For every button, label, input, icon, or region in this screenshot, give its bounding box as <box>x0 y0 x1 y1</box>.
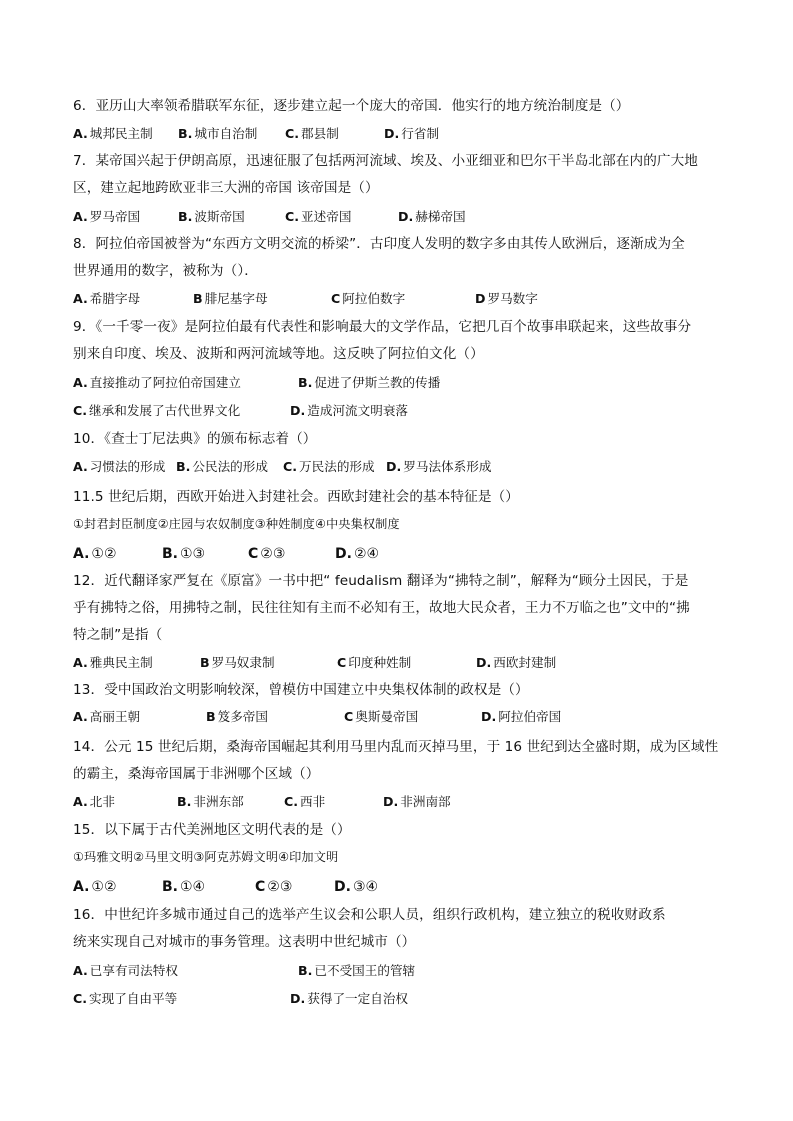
option-text: 万民法的形成 <box>299 459 375 474</box>
option-text: 罗马数字 <box>487 291 538 306</box>
option-text: 西非 <box>300 794 326 809</box>
option-c[interactable] <box>285 209 351 225</box>
question-stem: 的霸主，桑海帝国属于非洲哪个区域（） <box>73 766 320 782</box>
option-c[interactable] <box>73 991 177 1007</box>
option-label: C. <box>73 403 88 418</box>
option-text: 习惯法的形成 <box>89 459 166 474</box>
option-text: 亚述帝国 <box>301 209 352 224</box>
option-label: C <box>248 546 259 562</box>
question-stem: 6．亚历山大率领希腊联军东征，逐步建立起一个庞大的帝国．他实行的地方统治制度是（） <box>73 98 630 114</box>
question-stem: 别来自印度、埃及、波斯和两河流域等地。这反映了阿拉伯文化（） <box>73 346 484 362</box>
option-label: A. <box>73 546 90 562</box>
option-label: A. <box>73 794 88 809</box>
question-stem: 8．阿拉伯帝国被誉为“东西方文明交流的桥梁”．古印度人发明的数字多由其传人欧洲后，逐渐成为全 <box>73 236 685 252</box>
option-text: 郡县制 <box>301 126 339 141</box>
option-d[interactable] <box>481 709 561 725</box>
option-label: D <box>475 291 486 306</box>
option-label: D. <box>335 546 352 562</box>
option-label: D. <box>383 794 399 809</box>
question-stem: 区，建立起地跨欧亚非三大洲的帝国 该帝国是（） <box>73 180 379 196</box>
option-d[interactable] <box>335 546 379 562</box>
option-d[interactable] <box>290 991 408 1007</box>
option-label: C <box>331 291 341 306</box>
option-label: A. <box>73 209 88 224</box>
option-text: 罗马法体系形成 <box>403 459 492 474</box>
option-label: D. <box>290 403 306 418</box>
option-c[interactable] <box>331 291 405 307</box>
option-a[interactable] <box>73 709 140 725</box>
option-d[interactable] <box>398 209 466 225</box>
option-text: ①③ <box>180 546 206 562</box>
option-text: 造成河流文明衰落 <box>307 403 408 418</box>
option-text: 高丽王朝 <box>89 709 141 724</box>
option-text: 实现了自由平等 <box>89 991 178 1006</box>
option-text: 城市自治制 <box>194 126 258 141</box>
option-text: 继承和发展了古代世界文化 <box>89 403 241 418</box>
option-d[interactable] <box>383 794 451 810</box>
option-label: D. <box>386 459 402 474</box>
option-c[interactable] <box>284 794 325 810</box>
option-c[interactable] <box>283 459 375 475</box>
option-text: 笈多帝国 <box>217 709 268 724</box>
option-a[interactable] <box>73 879 117 895</box>
option-a[interactable] <box>73 655 153 671</box>
option-d[interactable] <box>476 655 556 671</box>
option-b[interactable] <box>298 963 415 979</box>
option-b[interactable] <box>178 126 257 142</box>
option-text: ③④ <box>352 879 379 895</box>
option-label: D. <box>476 655 492 670</box>
option-label: D. <box>290 991 306 1006</box>
option-text: ①② <box>91 546 117 562</box>
question-stem: 特之制”是指（ <box>73 627 163 643</box>
option-text: 非洲东部 <box>193 794 244 809</box>
statement-choices: ①封君封臣制度②庄园与农奴制度③种姓制度④中央集权制度 <box>73 517 400 531</box>
option-label: C <box>255 879 266 895</box>
option-label: B. <box>298 963 313 978</box>
option-b[interactable] <box>206 709 268 725</box>
option-label: C. <box>285 209 300 224</box>
option-label: A. <box>73 459 88 474</box>
option-label: D. <box>481 709 497 724</box>
option-label: A. <box>73 879 90 895</box>
option-b[interactable] <box>200 655 275 671</box>
option-text: 非洲南部 <box>400 794 451 809</box>
option-text: 获得了一定自治权 <box>307 991 408 1006</box>
option-label: C. <box>285 126 300 141</box>
option-text: ②③ <box>260 546 286 562</box>
option-a[interactable] <box>73 375 241 391</box>
option-a[interactable] <box>73 126 153 142</box>
option-label: A. <box>73 375 88 390</box>
option-d[interactable] <box>386 459 491 475</box>
option-label: B <box>193 291 203 306</box>
option-a[interactable] <box>73 794 115 810</box>
option-b[interactable] <box>177 794 244 810</box>
option-text: 阿拉伯数字 <box>342 291 406 306</box>
option-label: A. <box>73 655 88 670</box>
option-text: 已享有司法特权 <box>89 963 178 978</box>
option-c[interactable] <box>285 126 339 142</box>
option-label: D. <box>334 879 351 895</box>
option-d[interactable] <box>290 403 408 419</box>
option-a[interactable] <box>73 963 178 979</box>
option-label: B. <box>177 794 192 809</box>
question-stem: 12．近代翻译家严复在《原富》一书中把“ feudalism 翻译为“拂特之制”，解释为“顾分土因民，于是 <box>73 573 689 589</box>
option-b[interactable] <box>178 209 245 225</box>
option-text: ②④ <box>353 546 380 562</box>
option-label: B. <box>178 126 193 141</box>
option-text: ①② <box>91 879 117 895</box>
option-a[interactable] <box>73 546 117 562</box>
question-stem: 16．中世纪许多城市通过自己的选举产生议会和公职人员，组织行政机构，建立独立的税收财政系 <box>73 907 666 923</box>
option-label: C. <box>284 794 299 809</box>
option-text: 印度种姓制 <box>348 655 412 670</box>
question-stem: 统来实现自己对城市的事务管理。这表明中世纪城市（） <box>73 934 416 950</box>
option-text: 罗马奴隶制 <box>211 655 275 670</box>
option-label: D. <box>398 209 414 224</box>
option-c[interactable] <box>337 655 411 671</box>
question-stem: 15．以下属于古代美洲地区文明代表的是（） <box>73 822 351 838</box>
option-b[interactable] <box>176 459 268 475</box>
option-label: A. <box>73 963 88 978</box>
option-label: B. <box>176 459 191 474</box>
question-stem: 11.5 世纪后期，西欧开始进入封建社会。西欧封建社会的基本特征是（） <box>73 489 519 505</box>
question-stem: 乎有拂特之俗，用拂特之制，民往往知有主而不必知有王，故地大民众者，王力不万临之也”文中的“拂 <box>73 600 690 616</box>
option-text: ②③ <box>267 879 293 895</box>
question-stem: 9．《一千零一夜》是阿拉伯最有代表性和影响最大的文学作品，它把几百个故事串联起来，这些故事分 <box>73 319 692 335</box>
option-text: 北非 <box>89 794 115 809</box>
option-text: 促进了伊斯兰教的传播 <box>314 375 441 390</box>
option-text: 行省制 <box>401 126 440 141</box>
option-text: 直接推动了阿拉伯帝国建立 <box>89 375 241 390</box>
option-label: C <box>337 655 347 670</box>
question-stem: 7．某帝国兴起于伊朗高原，迅速征服了包括两河流域、埃及、小亚细亚和巴尔干半岛北部在内的广大地 <box>73 153 698 169</box>
option-text: 城邦民主制 <box>89 126 153 141</box>
option-b[interactable] <box>162 546 205 562</box>
option-text: 公民法的形成 <box>192 459 268 474</box>
option-text: 罗马帝国 <box>89 209 141 224</box>
question-stem: 13．受中国政治文明影响较深，曾模仿中国建立中央集权体制的政权是（） <box>73 682 529 698</box>
option-label: B. <box>162 879 178 895</box>
option-text: 奥斯曼帝国 <box>355 709 419 724</box>
option-text: 雅典民主制 <box>89 655 153 670</box>
option-b[interactable] <box>193 291 268 307</box>
option-c[interactable] <box>255 879 292 895</box>
option-c[interactable] <box>248 546 285 562</box>
option-label: D. <box>384 126 400 141</box>
option-text: 波斯帝国 <box>194 209 245 224</box>
option-label: B. <box>298 375 313 390</box>
option-label: C <box>344 709 354 724</box>
option-label: B <box>200 655 210 670</box>
option-label: A. <box>73 291 88 306</box>
option-b[interactable] <box>162 879 205 895</box>
option-text: 已不受国王的管辖 <box>314 963 416 978</box>
option-a[interactable] <box>73 459 165 475</box>
option-text: 赫梯帝国 <box>415 209 466 224</box>
option-b[interactable] <box>298 375 440 391</box>
option-text: 西欧封建制 <box>493 655 557 670</box>
option-label: A. <box>73 709 88 724</box>
option-label: B <box>206 709 216 724</box>
question-stem: 世界通用的数字，被称为（）． <box>73 263 258 279</box>
option-d[interactable] <box>334 879 378 895</box>
option-a[interactable] <box>73 291 140 307</box>
statement-choices: ①玛雅文明②马里文明③阿克苏姆文明④印加文明 <box>73 850 339 864</box>
option-label: B. <box>162 546 178 562</box>
option-text: 希腊字母 <box>89 291 141 306</box>
option-label: C. <box>283 459 298 474</box>
question-stem: 14．公元 15 世纪后期，桑海帝国崛起其利用马里内乱而灭掉马里，于 16 世纪到达全盛时期，成为区域性 <box>73 739 719 755</box>
option-text: ①④ <box>180 879 206 895</box>
option-a[interactable] <box>73 209 140 225</box>
option-text: 阿拉伯帝国 <box>498 709 562 724</box>
option-label: B. <box>178 209 193 224</box>
question-stem: 10．《查士丁尼法典》的颁布标志着（） <box>73 431 317 447</box>
option-text: 腓尼基字母 <box>204 291 268 306</box>
option-d[interactable] <box>384 126 439 142</box>
option-label: C. <box>73 991 88 1006</box>
option-c[interactable] <box>73 403 240 419</box>
option-c[interactable] <box>344 709 418 725</box>
option-label: A. <box>73 126 88 141</box>
option-d[interactable] <box>475 291 538 307</box>
